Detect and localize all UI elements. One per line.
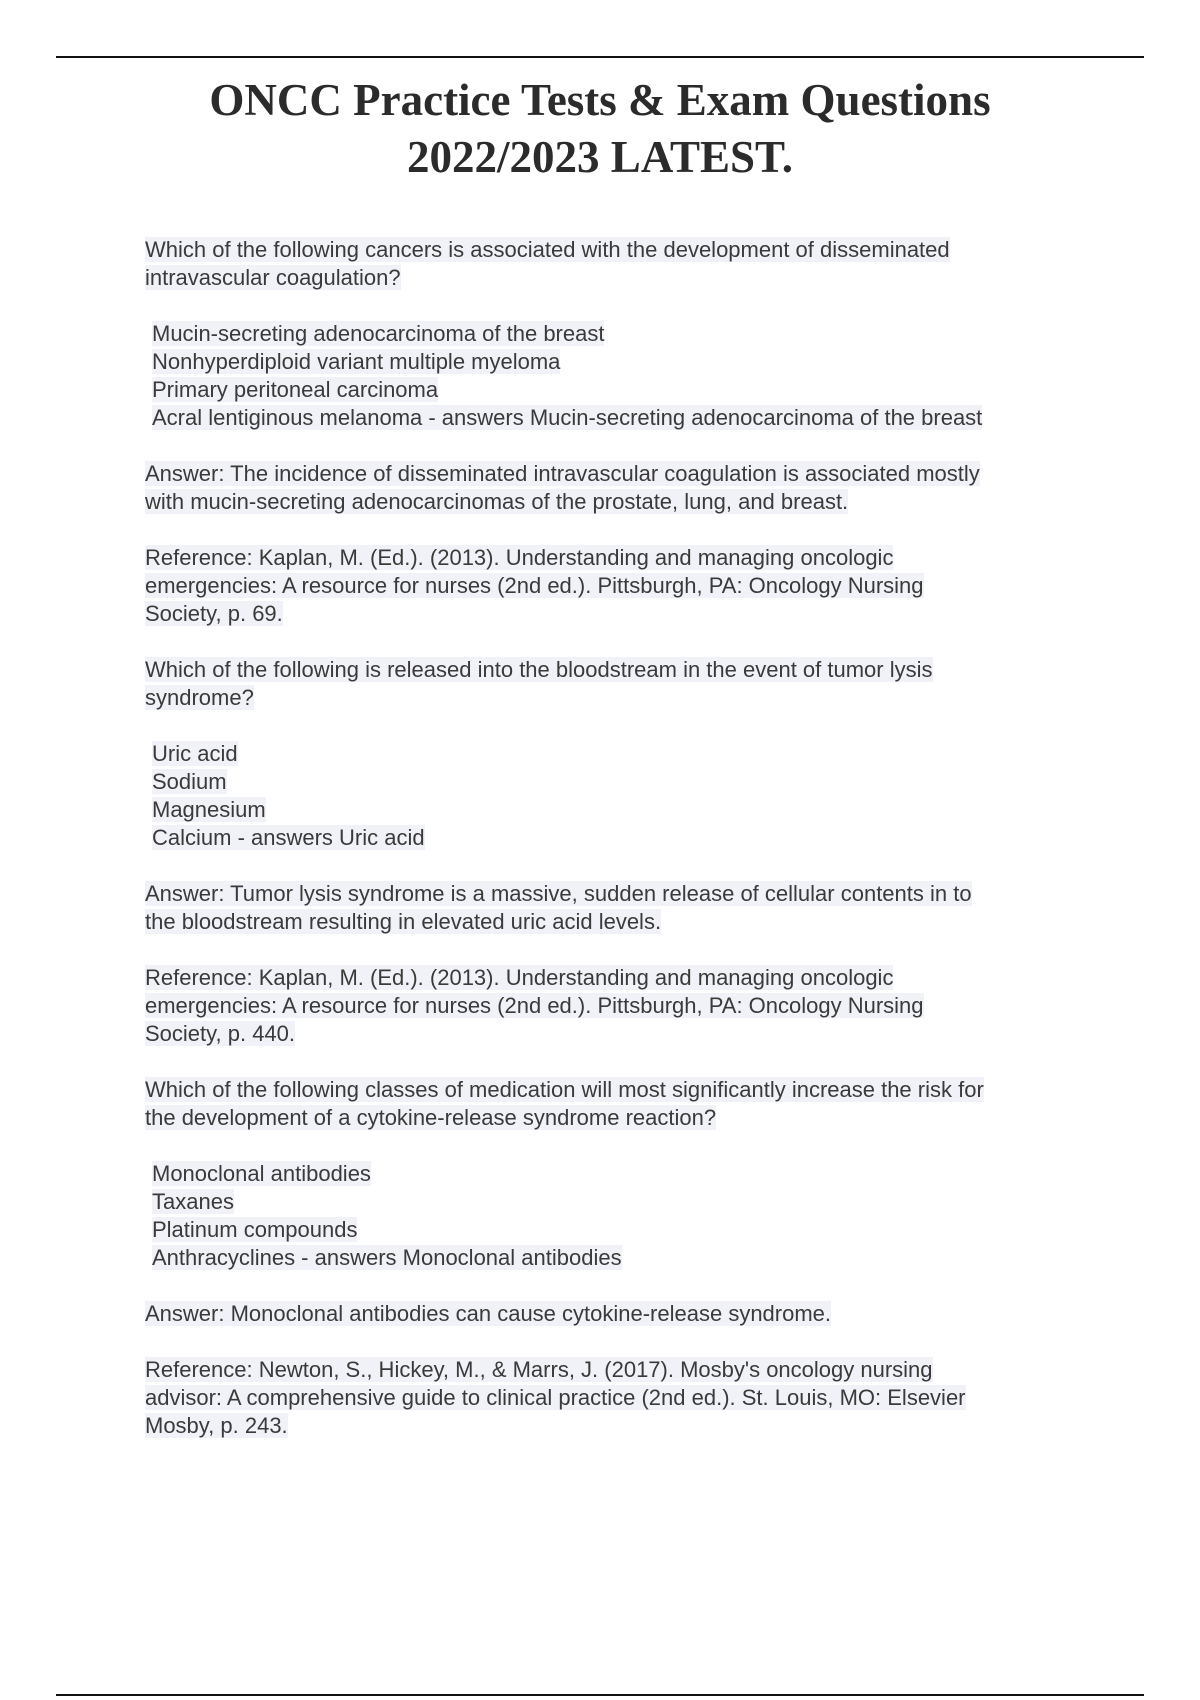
option-item: Platinum compounds — [152, 1217, 358, 1242]
option-item: Primary peritoneal carcinoma — [152, 377, 439, 402]
question-3-options — [152, 1160, 1085, 1272]
question-2 — [145, 656, 1085, 712]
question-2-answer: Answer: Tumor lysis syndrome is a massive, sudden release of cellular contents in to the bloodstream resulting in elevated uric acid levels. — [145, 881, 972, 934]
question-1-answer: Answer: The incidence of disseminated intravascular coagulation is associated mostly with mucin-secreting adenocarcinomas of the prostate, lung, and breast. — [145, 461, 980, 514]
question-text: Which of the following cancers is associated with the development of disseminated intravascular coagulation? — [145, 237, 950, 290]
question-text: Which of the following classes of medication will most significantly increase the risk for the development of a cytokine-release syndrome reaction? — [145, 1077, 984, 1130]
title-line-1: ONCC Practice Tests & Exam Questions — [209, 75, 991, 125]
question-2-options — [152, 740, 1085, 852]
option-item: Calcium - answers Uric acid — [152, 825, 425, 850]
question-text: Which of the following is released into the bloodstream in the event of tumor lysis syndrome? — [145, 657, 933, 710]
option-item: Magnesium — [152, 797, 266, 822]
top-divider — [56, 56, 1144, 58]
option-item: Anthracyclines - answers Monoclonal antibodies — [152, 1245, 622, 1270]
question-3 — [145, 1076, 1085, 1132]
question-3-reference: Reference: Newton, S., Hickey, M., & Marrs, J. (2017). Mosby's oncology nursing advisor: A comprehensive guide to clinical practice (2nd ed.). St. Louis, MO: Elsevier Mosby, p. 243. — [145, 1357, 966, 1438]
question-1 — [145, 236, 1085, 292]
option-item: Nonhyperdiploid variant multiple myeloma — [152, 349, 561, 374]
option-item: Uric acid — [152, 741, 238, 766]
title-line-2: 2022/2023 LATEST. — [407, 132, 793, 182]
question-3-answer: Answer: Monoclonal antibodies can cause cytokine-release syndrome. — [145, 1301, 832, 1326]
page-title — [56, 72, 1144, 186]
option-item: Sodium — [152, 769, 227, 794]
option-item: Acral lentiginous melanoma - answers Mucin-secreting adenocarcinoma of the breast — [152, 405, 983, 430]
document-body — [145, 236, 1085, 1468]
option-item: Mucin-secreting adenocarcinoma of the breast — [152, 321, 605, 346]
option-item: Monoclonal antibodies — [152, 1161, 371, 1186]
option-item: Taxanes — [152, 1189, 234, 1214]
bottom-divider — [56, 1694, 1144, 1696]
question-1-reference: Reference: Kaplan, M. (Ed.). (2013). Understanding and managing oncologic emergencies: A resource for nurses (2nd ed.). Pittsburgh, PA: Oncology Nursing Society, p. 69. — [145, 545, 924, 626]
question-2-reference: Reference: Kaplan, M. (Ed.). (2013). Understanding and managing oncologic emergencies: A resource for nurses (2nd ed.). Pittsburgh, PA: Oncology Nursing Society, p. 440. — [145, 965, 924, 1046]
question-1-options — [152, 320, 1085, 432]
